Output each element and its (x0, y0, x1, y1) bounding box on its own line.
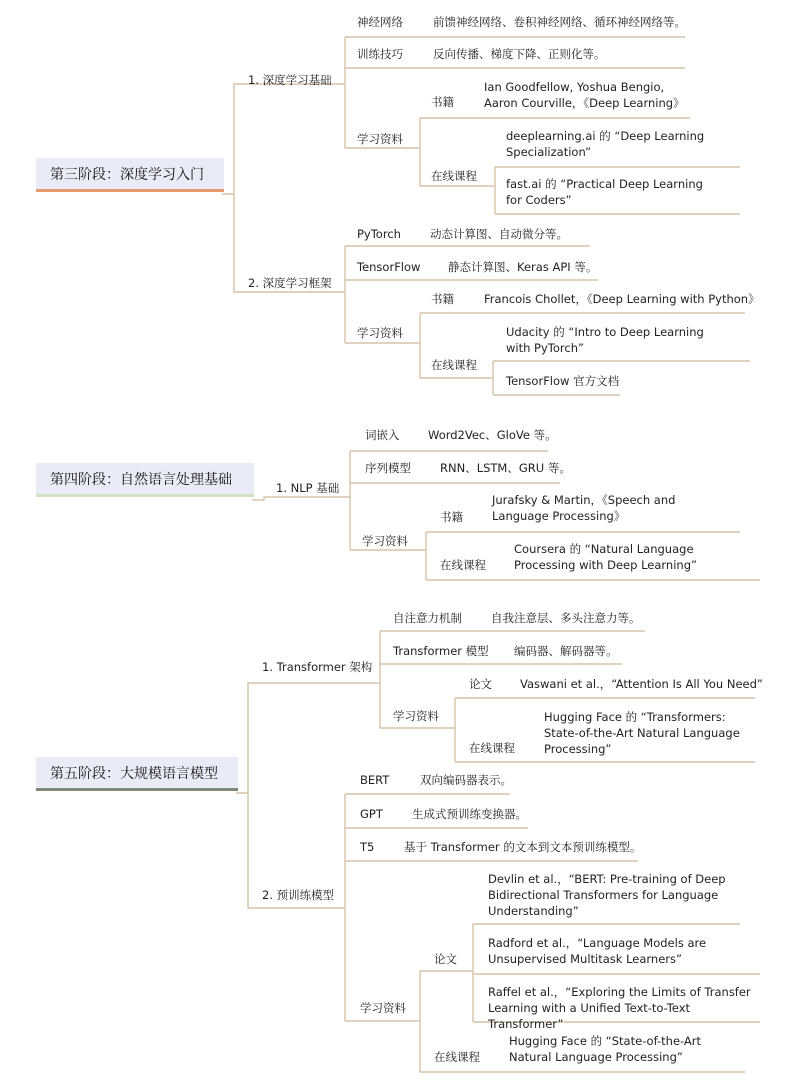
stage3-b2-online-c1: Udacity 的 “Intro to Deep Learning with PyTorch” (506, 325, 704, 355)
stage3-b2-res-label: 学习资料 (357, 326, 403, 340)
emb-text: Word2Vec、GloVe 等。 (428, 428, 557, 442)
stage5-title (36, 757, 238, 791)
stage4-title-text: 第四阶段：自然语言处理基础 (50, 472, 232, 488)
stage4-title (36, 463, 254, 497)
emb-label: 词嵌入 (365, 428, 400, 442)
stage3-branch1-label: 1. 深度学习基础 (248, 73, 332, 87)
seq-label: 序列模型 (365, 461, 411, 475)
stage5-b2-online-c1: Hugging Face 的 “State-of-the-Art Natural Language Processing” (509, 1034, 702, 1064)
stage3-b1-res-label: 学习资料 (357, 132, 403, 146)
tf-text: 静态计算图、Keras API 等。 (448, 260, 598, 274)
gpt-text: 生成式预训练变换器。 (412, 807, 527, 821)
stage4-book-label: 书籍 (440, 510, 463, 524)
tf-label: TensorFlow (357, 260, 421, 274)
stage4-online-c1: Coursera 的 “Natural Language Processing with Deep Learning” (514, 542, 697, 572)
pytorch-text: 动态计算图、自动微分等。 (430, 227, 568, 241)
t5-text: 基于 Transformer 的文本到文本预训练模型。 (404, 840, 642, 854)
att-text: 自我注意层、多头注意力等。 (491, 611, 641, 625)
stage3-b2-book-label: 书籍 (431, 292, 454, 306)
stage3-title (36, 158, 224, 192)
stage3-branch2-label: 2. 深度学习框架 (248, 276, 332, 290)
stage4-online-label: 在线课程 (440, 558, 486, 572)
bert-label: BERT (360, 773, 390, 787)
stage3-b1-book-text: Ian Goodfellow, Yoshua Bengio, Aaron Courville，《Deep Learning》 (484, 80, 685, 110)
train-text: 反向传播、梯度下降、正则化等。 (433, 47, 606, 61)
stage4-branch1-label: 1. NLP 基础 (276, 481, 340, 495)
stage3-b1-online-c1: deeplearning.ai 的 “Deep Learning Specialization” (506, 129, 705, 159)
train-label: 训练技巧 (357, 47, 403, 61)
model-label: Transformer 模型 (393, 644, 489, 658)
att-label: 自注意力机制 (393, 611, 462, 625)
t5-label: T5 (360, 840, 375, 854)
stage5-b1-online-c1: Hugging Face 的 “Transformers: State-of-the-Art Natural Language Processing” (544, 710, 740, 756)
stage5-branch1-label: 1. Transformer 架构 (262, 660, 373, 674)
stage5-b2-paper-label: 论文 (434, 952, 457, 966)
stage5-b1-paper-label: 论文 (469, 677, 492, 691)
stage5-b1-online-label: 在线课程 (469, 741, 515, 755)
pytorch-label: PyTorch (357, 227, 401, 241)
stage5-b2-paper-p3: Raffel et al.，“Exploring the Limits of Transfer Learning with a Unified Text-to-Text Transformer” (488, 985, 751, 1031)
stage4-res-label: 学习资料 (362, 534, 408, 548)
nn-label: 神经网络 (357, 15, 403, 29)
stage3-b1-online-c2: fast.ai 的 “Practical Deep Learning for Coders” (506, 177, 703, 207)
stage5-b2-paper-p2: Radford et al.，“Language Models are Unsupervised Multitask Learners” (488, 936, 707, 966)
stage3-b2-book-text: Francois Chollet，《Deep Learning with Python》 (484, 292, 760, 306)
stage5-title-text: 第五阶段：大规模语言模型 (50, 766, 218, 782)
seq-text: RNN、LSTM、GRU 等。 (440, 461, 571, 475)
stage5-b1-res-label: 学习资料 (393, 709, 439, 723)
gpt-label: GPT (360, 807, 383, 821)
stage5-b2-online-label: 在线课程 (434, 1050, 480, 1064)
model-text: 编码器、解码器等。 (514, 644, 618, 658)
stage3-b2-online-label: 在线课程 (431, 358, 477, 372)
stage3-b1-book-label: 书籍 (431, 95, 454, 109)
stage3-b1-online-label: 在线课程 (431, 169, 477, 183)
stage5-branch2-label: 2. 预训练模型 (262, 888, 335, 902)
stage4-book-text: Jurafsky & Martin，《Speech and Language Processing》 (492, 493, 676, 523)
stage5-b2-res-label: 学习资料 (360, 1001, 406, 1015)
stage3-b2-online-c2: TensorFlow 官方文档 (506, 374, 620, 388)
stage5-b1-paper-text: Vaswani et al.，“Attention Is All You Need” (520, 677, 763, 691)
bert-text: 双向编码器表示。 (420, 773, 512, 787)
nn-text: 前馈神经网络、卷积神经网络、循环神经网络等。 (433, 15, 686, 29)
stage5-b2-paper-p1: Devlin et al.，“BERT: Pre-training of Deep Bidirectional Transformers for Language Understanding” (488, 872, 726, 918)
stage3-title-text: 第三阶段：深度学习入门 (50, 167, 204, 183)
